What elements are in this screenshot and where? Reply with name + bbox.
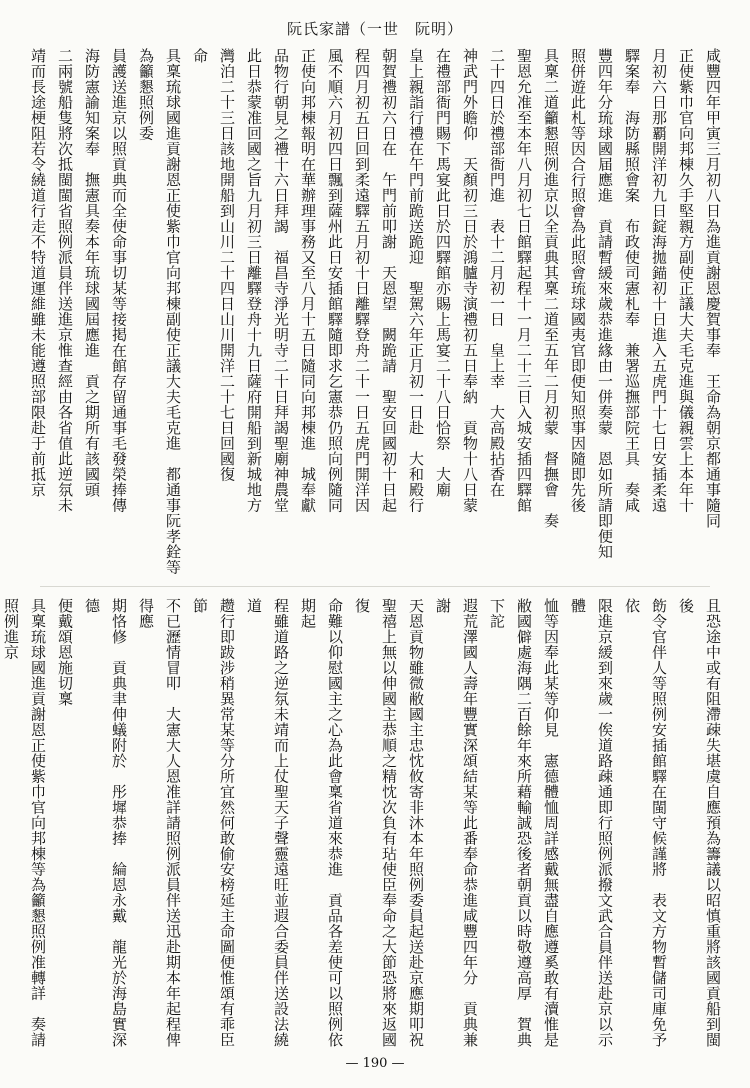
text-column: 便戴頌恩施切稟 [56, 598, 74, 707]
text-column: 程雖道路之逆氛未靖而上仗聖天子聲靈遠旺並遐合委員伴送設法繞道 [245, 598, 290, 1048]
text-column: 皇上親詣行禮在午門前跪送跪迎 聖駕六年正月初一日赴 大和殿行 [407, 48, 425, 513]
text-column: 正使向邦棟報明在華辦理事務又至八月十五日隨同向邦棟進 城奉獻 [299, 48, 317, 513]
text-column: 風不順六月初四日飄到薩州此日安插館驛隨即求乞憲恭仍照向例隨同 [326, 48, 344, 513]
text-column: 具稟二道籲懇照例進京以全貢典其稟二道至五年二月初蒙 督撫會 奏 [542, 48, 560, 529]
text-column: 神武門外瞻仰 天顏初三日於鴻臚寺演禮初五日奉納 貢物十八日蒙 [461, 48, 479, 513]
text-column: 具稟琉球國進貢謝恩正使紫巾官向邦棟等為籲懇照例准轉詳 奏請照例進京 [2, 598, 47, 1048]
section-divider [40, 586, 710, 587]
text-column: 員護送進京以照貢典而全使命事切某等接掲在館存留通事毛發榮捧傳 [110, 48, 128, 513]
lower-text-block [2, 598, 726, 1058]
text-column: 朝賀禮初六日在 午門前叩謝 天恩望 闕跪請 聖安回國初十日起 [380, 48, 398, 513]
text-column: 月初六日那覇開洋初九日錠海拋錨初十日進入五虎門十七日安插柔遠 [650, 48, 668, 513]
text-column: 敝國僻處海隅二百餘年來所藉輸誠恐後者朝貢以時敬遵高厚 賀典下詑 [488, 598, 533, 1048]
text-column: 遐荒澤國人壽年豐實深頌結某等此番奉命恭進咸豐四年分 貢典兼謝 [434, 598, 479, 1048]
text-column: 天恩貢物雖微敝國主忠忱攸寄非沐本年照例委員起送赴京應期叩祝 [407, 598, 425, 1048]
text-column: 正使紫巾官向邦棟久手堅親方副使正議大夫毛克進與儀親雲上本年十 [677, 48, 695, 513]
text-column: 聖恩允准至本年八月初七日館驛起程十一月二十三日入城安插四驛館 [515, 48, 533, 513]
text-column: 咸豐四年甲寅三月初八日為進貢謝恩慶賀事奉 王命為朝京都通事隨同 [704, 48, 722, 529]
text-column: 此日恭蒙准回國之旨九月初三日離驛登舟十九日薩府開船到新城地方 [245, 48, 263, 513]
page-number: — 190 — [345, 1056, 405, 1071]
page-header: 阮氏家譜（一世 阮明） [286, 20, 463, 38]
text-column: 趱行即跋涉稍異常某等分所宜然何敢偷安榜延主命圖便惟頌有乖臣節 [191, 598, 236, 1048]
text-column: 品物行朝見之禮十六日拜謁 福昌寺淨光明寺二十日拜謁聖廟神農堂 [272, 48, 290, 513]
text-column: 恤等因奉此某等仰見 憲德體恤周詳感戴無盡自應遵奚敢有瀆惟是 [542, 598, 560, 1048]
text-column: 二十四日於禮部衙門進 表十二月初一日 皇上幸 大高殿拈香在 [488, 48, 506, 498]
text-column: 在禮部衙門賜下馬宴此日於四驛館亦賜上馬宴二十八日恰祭 大廟 [434, 48, 452, 498]
upper-text-block [29, 48, 726, 576]
text-column: 驛案奉 海防縣照會案 布政使司憲札奉 兼署巡撫部院王具 奏咸 [623, 48, 641, 513]
text-column: 飭令官伴人等照例安插館驛在閩守候謹將 表文方物暫儲司庫免予依 [623, 598, 668, 1048]
text-column: 聖禧上無以伸國主恭順之精忱次負有玷使臣奉命之大節恐將來返國復 [353, 598, 398, 1048]
text-column: 灣泊二十三日該地開船到山川二十四日山川開洋二十七日回國復 [218, 48, 236, 482]
text-column: 命 [191, 48, 209, 64]
text-column: 命難以仰慰國主之心為此會稟省道來恭進 貢品各差使可以照例依期起 [299, 598, 344, 1048]
text-column: 不已瀝情冒叩 大憲大人恩准詳請照例派員伴送迅赴期本年起程俾得應 [137, 598, 182, 1048]
text-column: 靖而長途梗阻若令繞道行走不特道運維雖未能遵照部限赴于前抵京 [29, 48, 47, 498]
text-column: 具稟琉球國進貢謝恩正使紫巾官向邦棟副使正議大夫毛克進 都通事阮孝銓等為籲懇照例委 [137, 48, 182, 575]
text-column: 二兩號船隻將次抵閩閩省照例派員伴送進京惟查經由各省值此逆氛未 [56, 48, 74, 513]
text-column: 海防憲諭知案奉 撫憲具奏本年琉球國屆應進 貢之期所有該國頭 [83, 48, 101, 498]
text-column: 照併遊此札等因合行照會為此照會琉球國夷官即便知照事因隨即先後 [569, 48, 587, 513]
text-column: 豐四年分琉球國届應進 貢請暫緩來歲恭進緣由一併奏蒙 恩如所請即便知 [596, 48, 614, 560]
text-column: 且恐途中或有阻滯疎失堪虞自應預為籌議以昭慎重將該國貢船到閩後 [677, 598, 722, 1048]
text-column: 期恪修 貢典聿伸蟻附於 彤墀恭捧 綸恩永戴 龍光於海島實深德 [83, 598, 128, 1048]
text-column: 限進京緩到來歲一俟道路疎通即行照例派撥文武合員伴送赴京以示體 [569, 598, 614, 1048]
text-column: 程四月初五日回到柔遠驛五月初十日離驛登舟二十一日五虎門開洋因 [353, 48, 371, 513]
